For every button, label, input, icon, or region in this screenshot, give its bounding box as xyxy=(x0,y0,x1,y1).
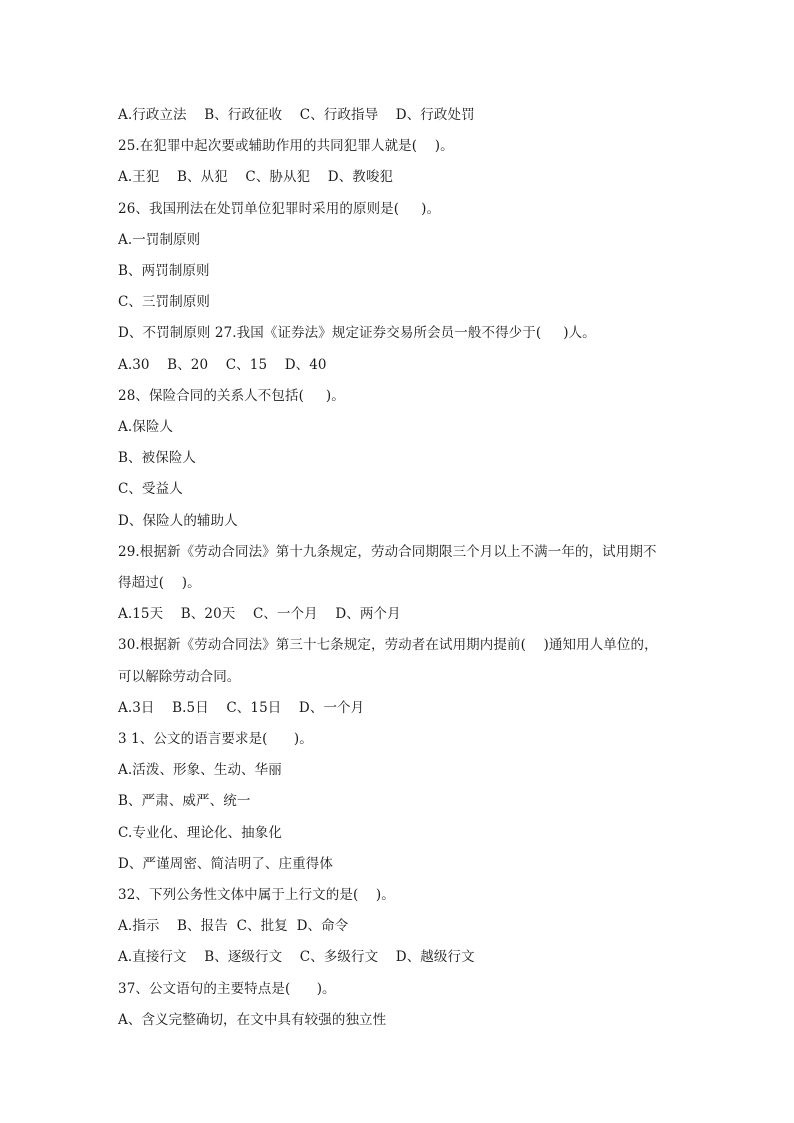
question-29: 29.根据新《劳动合同法》第十九条规定，劳动合同期限三个月以上不满一年的，试用期不 xyxy=(118,543,657,560)
question-26: 26、我国刑法在处罚单位犯罪时采用的原则是( )。 xyxy=(118,200,441,217)
text-line: A.指示 B、报告 C、批复 D、命令 xyxy=(118,918,349,935)
text-line: A.3日 B.5日 C、15日 D、一个月 xyxy=(118,699,365,716)
option-a: A、含义完整确切，在文中具有较强的独立性 xyxy=(118,1011,387,1028)
question-32: 32、下列公务性文体中属于上行文的是( )。 xyxy=(118,887,395,904)
option-d: D、严谨周密、简洁明了、庄重得体 xyxy=(118,855,333,872)
question-30: 30.根据新《劳动合同法》第三十七条规定，劳动者在试用期内提前( )通知用人单位的， xyxy=(118,637,658,654)
option-b: B、两罚制原则 xyxy=(118,263,210,280)
text-line: A.15天 B、20天 C、一个月 D、两个月 xyxy=(118,606,401,623)
option-b: B、严肃、威严、统一 xyxy=(118,793,251,810)
question-29-cont: 得超过( )。 xyxy=(118,575,201,592)
question-37: 37、公文语句的主要特点是( )。 xyxy=(118,980,336,997)
option-c: C、三罚制原则 xyxy=(118,294,211,311)
text-line: A.30 B、20 C、15 D、40 xyxy=(118,356,327,373)
option-b: B、被保险人 xyxy=(118,450,197,467)
document-page xyxy=(118,100,688,1036)
question-25: 25.在犯罪中起次要或辅助作用的共同犯罪人就是( )。 xyxy=(118,138,454,155)
option-a: A.一罚制原则 xyxy=(118,231,201,248)
option-d: D、保险人的辅助人 xyxy=(118,512,238,529)
text-line: A.王犯 B、从犯 C、胁从犯 D、教唆犯 xyxy=(118,169,394,186)
question-30-cont: 可以解除劳动合同。 xyxy=(118,668,241,685)
option-a: A.保险人 xyxy=(118,419,174,436)
question-31: 3 1、公文的语言要求是( )。 xyxy=(118,731,313,748)
option-c: C、受益人 xyxy=(118,481,183,498)
text-line: A.直接行文 B、逐级行文 C、多级行文 D、越级行文 xyxy=(118,949,475,966)
option-d-question-27: D、不罚制原则 27.我国《证券法》规定证券交易所会员一般不得少于( )人。 xyxy=(118,325,596,342)
option-c: C.专业化、理论化、抽象化 xyxy=(118,824,282,841)
question-28: 28、保险合同的关系人不包括( )。 xyxy=(118,387,345,404)
text-line: A.行政立法 B、行政征收 C、行政指导 D、行政处罚 xyxy=(118,107,475,123)
option-a: A.活泼、形象、生动、华丽 xyxy=(118,762,282,779)
